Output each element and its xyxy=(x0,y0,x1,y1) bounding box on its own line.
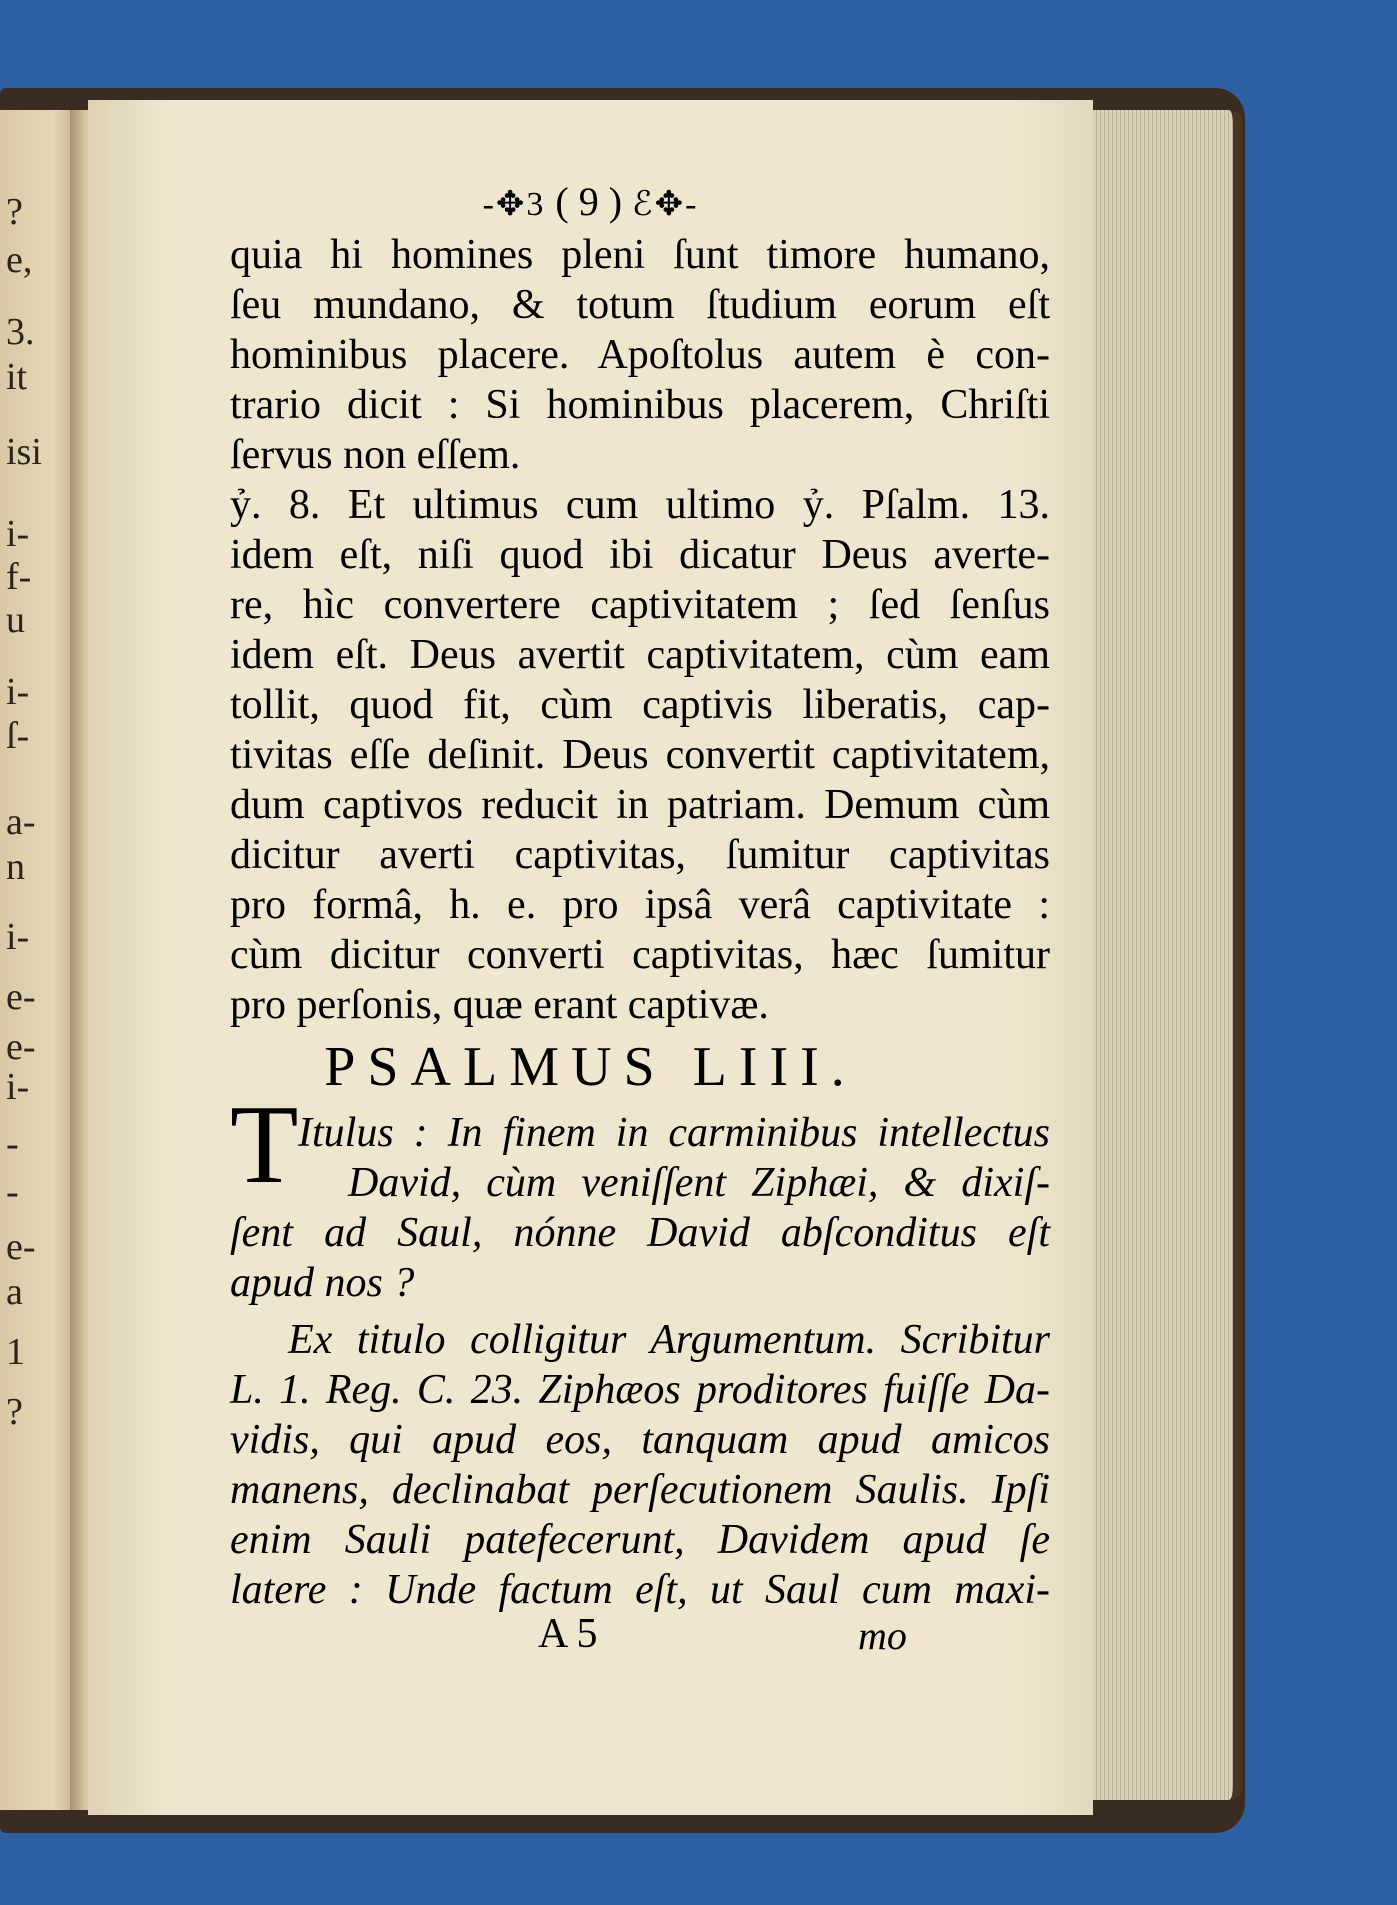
left-fragment: - xyxy=(6,1171,19,1213)
left-fragment: i- xyxy=(6,513,30,555)
left-fragment: ſ- xyxy=(6,715,30,757)
left-fragment: a xyxy=(6,1271,23,1313)
text-line: hominibus placere. Apoſtolus autem è con- xyxy=(230,332,1050,378)
left-fragment: 3. xyxy=(6,311,35,353)
text-line: pro perſonis, quæ erant captivæ. xyxy=(230,982,769,1028)
body-line: enim Sauli patefecerunt, Davidem apud ſe xyxy=(230,1517,1050,1563)
left-fragment: i- xyxy=(6,916,30,958)
text-line: idem eſt. Deus avertit captivitatem, cùm eam xyxy=(230,632,1050,678)
left-fragment: f- xyxy=(6,556,32,598)
header-ornament-left: -✥3 xyxy=(482,186,546,223)
left-fragment: ? xyxy=(6,191,23,233)
body-line: L. 1. Reg. C. 23. Ziphæos proditores fuiſſe Da- xyxy=(230,1367,1050,1413)
left-fragment: n xyxy=(6,846,25,888)
text-line: re, hìc convertere captivitatem ; ſed ſenſus xyxy=(230,582,1050,628)
text-line: trario dicit : Si hominibus placerem, Chriſti xyxy=(230,382,1050,428)
left-fragment: - xyxy=(6,1123,19,1165)
running-header xyxy=(88,178,1093,225)
left-fragment: isi xyxy=(6,431,42,473)
body-line: vidis, qui apud eos, tanquam apud amicos xyxy=(230,1417,1050,1463)
text-line: ſervus non eſſem. xyxy=(230,432,521,478)
left-fragment: ? xyxy=(6,1391,23,1433)
signature-mark: A 5 xyxy=(538,1611,598,1657)
left-fragment: e- xyxy=(6,1026,36,1068)
left-fragment: u xyxy=(6,599,25,641)
left-fragment: i- xyxy=(6,1066,30,1108)
title-line: ſent ad Saul, nónne David abſconditus eſt xyxy=(230,1210,1050,1256)
text-line: dicitur averti captivitas, ſumitur captivitas xyxy=(230,832,1050,878)
psalm-heading: PSALMUS LIII. xyxy=(324,1036,857,1098)
title-line: apud nos ? xyxy=(230,1260,415,1306)
right-page xyxy=(88,100,1093,1815)
text-line: tivitas eſſe deſinit. Deus convertit captivitatem, xyxy=(230,732,1050,778)
page-number: ( 9 ) xyxy=(555,179,623,224)
body-line: Ex titulo colligitur Argumentum. Scribitur xyxy=(288,1317,1050,1363)
title-line: David, cùm veniſſent Ziphæi, & dixiſ- xyxy=(348,1160,1050,1206)
left-fragment: e- xyxy=(6,1226,36,1268)
text-line: cùm dicitur converti captivitas, hæc ſumitur xyxy=(230,932,1050,978)
text-line: idem eſt, niſi quod ibi dicatur Deus averte- xyxy=(230,532,1050,578)
text-line: tollit, quod fit, cùm captivis liberatis, cap- xyxy=(230,682,1050,728)
left-fragment: e- xyxy=(6,976,36,1018)
catchword: mo xyxy=(858,1613,907,1658)
text-line: ỷ. 8. Et ultimus cum ultimo ỷ. Pſalm. 13. xyxy=(230,482,1050,528)
text-line: dum captivos reducit in patriam. Demum cùm xyxy=(230,782,1050,828)
page-edges xyxy=(1093,110,1243,1800)
left-fragment: it xyxy=(6,356,28,398)
left-fragment: a- xyxy=(6,801,36,843)
header-ornament-right: ℰ✥- xyxy=(632,186,699,223)
left-fragment: i- xyxy=(6,671,30,713)
drop-cap: T xyxy=(230,1083,299,1207)
body-line: manens, declinabat perſecutionem Saulis. Ipſi xyxy=(230,1467,1050,1513)
text-line: quia hi homines pleni ſunt timore humano, xyxy=(230,232,1050,278)
left-fragment: 1 xyxy=(6,1331,25,1373)
body-line: latere : Unde factum eſt, ut Saul cum maxi- xyxy=(230,1567,1050,1613)
text-line: ſeu mundano, & totum ſtudium eorum eſt xyxy=(230,282,1050,328)
left-fragment: e, xyxy=(6,239,33,281)
text-line: pro formâ, h. e. pro ipsâ verâ captivitate : xyxy=(230,882,1050,928)
title-line: Itulus : In finem in carminibus intellectus xyxy=(298,1110,1050,1156)
